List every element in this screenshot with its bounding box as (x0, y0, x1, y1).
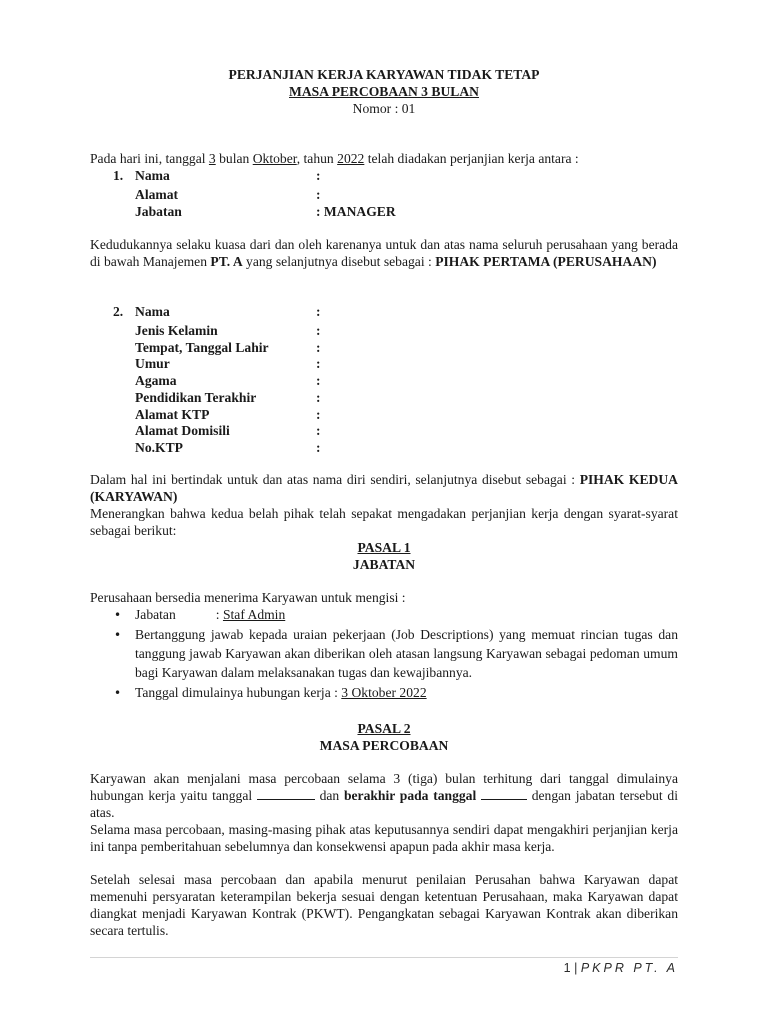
party2-label-ktp: No.KTP (135, 440, 183, 455)
bullet-icon: • (114, 628, 122, 642)
party1-value-position: : MANAGER (316, 204, 396, 219)
party2-label-religion: Agama (135, 373, 177, 388)
pasal2-title: MASA PERCOBAAN (319, 738, 449, 753)
pasal1-title: JABATAN (352, 557, 416, 572)
party2-number: 2. (113, 304, 124, 319)
party2-label-domicile: Alamat Domisili (135, 423, 230, 438)
responsibility-text: Bertanggung jawab kepada uraian pekerjaan (Job Descriptions) yang memuat rincian tugas dan tanggung jawab Karyawan akan diberikan oleh atasan langsung Karyawan sebagai pedoman umum bagi Karyawan dalam melaksanakan tugas dan kewajibannya. (135, 627, 678, 680)
agreement-year: 2022 (337, 151, 365, 166)
pasal1-heading: PASAL 1 (357, 540, 411, 555)
party2-value-religion: : (316, 373, 321, 388)
start-date-label: Tanggal dimulainya hubungan kerja : (135, 685, 342, 700)
opening-text-3: , tahun (296, 151, 338, 166)
page-number: 1 (563, 961, 571, 975)
bullet-icon: • (114, 608, 122, 622)
opening-text-4: telah diadakan perjanjian kerja antara : (364, 151, 579, 166)
party2-value-ktp-address: : (316, 407, 321, 422)
footer-divider (90, 957, 678, 958)
document-subtitle: MASA PERCOBAAN 3 BULAN (289, 84, 479, 99)
party1-value-name: : (316, 168, 321, 183)
party1-number: 1. (113, 168, 124, 183)
document-number: Nomor : 01 (352, 101, 416, 116)
probation-paragraph-3: Setelah selesai masa percobaan dan apabila menurut penilaian Perusahan bahwa Karyawan dapat memenuhi persyaratan keterampilan bekerja sesuai dengan ketentuan Perusahaan, maka Karyawan dapat diangkat menjadi Karyawan Kontrak (PKWT). Pengangkatan sebagai Karyawan Kontrak akan diberikan secara tertulis. (90, 872, 678, 938)
party2-value-birth: : (316, 340, 321, 355)
party2-value-education: : (316, 390, 321, 405)
end-date-blank (481, 788, 527, 800)
agreement-day: 3 (208, 151, 216, 166)
page-footer (564, 961, 678, 975)
probation-paragraph-1 (90, 770, 678, 821)
bullet-icon: • (114, 686, 122, 700)
footer-text: PKPR PT. A (580, 961, 678, 975)
party2-label-birth: Tempat, Tanggal Lahir (135, 340, 269, 355)
party1-description (90, 236, 678, 270)
start-date-value: 3 Oktober 2022 (341, 685, 427, 700)
party1-label-address: Alamat (135, 187, 179, 202)
opening-text-2: bulan (215, 151, 253, 166)
probation-text-3: dengan jabatan tersebut di atas. (90, 788, 678, 820)
pasal2-heading: PASAL 2 (357, 721, 411, 736)
probation-end-label: berakhir pada tanggal (343, 788, 477, 803)
position-value: Staf Admin (222, 607, 286, 622)
party2-value-ktp: : (316, 440, 321, 455)
party2-label-ktp-address: Alamat KTP (135, 407, 210, 422)
party2-value-age: : (316, 356, 321, 371)
pasal1-intro: Perusahaan bersedia menerima Karyawan untuk mengisi : (90, 590, 406, 605)
party1-role: PIHAK PERTAMA (PERUSAHAAN) (435, 254, 657, 269)
agreement-month: Oktober (252, 151, 297, 166)
party2-label-education: Pendidikan Terakhir (135, 390, 257, 405)
position-line (135, 606, 285, 623)
party2-value-gender: : (316, 323, 321, 338)
party1-label-position: Jabatan (135, 204, 182, 219)
probation-paragraph-2: Selama masa percobaan, masing-masing pihak atas keputusannya sendiri dapat mengakhiri perjanjian kerja ini tanpa pemberitahuan sebelumnya dan konsekwensi apapun pada akhir masa kerja. (90, 822, 678, 854)
party1-value-address: : (316, 187, 321, 202)
company-name: PT. A (210, 254, 243, 269)
party2-role: PIHAK KEDUA (KARYAWAN) (90, 472, 678, 504)
probation-text-2: dan (314, 788, 344, 803)
position-label: Jabatan (135, 607, 176, 622)
party2-label-age: Umur (135, 356, 170, 371)
party1-desc-text-1: Kedudukannya selaku kuasa dari dan oleh karenanya untuk dan atas nama seluruh perusahaan yang berada di bawah Manajemen (90, 237, 678, 269)
position-separator: : (215, 607, 223, 622)
opening-line (90, 150, 579, 167)
start-date-blank (257, 788, 315, 800)
party2-label-name: Nama (135, 304, 170, 319)
start-date-line (135, 684, 427, 701)
party2-description (90, 471, 678, 505)
party2-value-domicile: : (316, 423, 321, 438)
agreement-statement: Menerangkan bahwa kedua belah pihak telah sepakat mengadakan perjanjian kerja dengan syarat-syarat sebagai berikut: (90, 506, 678, 538)
footer-separator: | (570, 961, 581, 975)
probation-text-1: Karyawan akan menjalani masa percobaan selama 3 (tiga) bulan terhitung dari tanggal dimulainya hubungan kerja yaitu tanggal (90, 771, 678, 803)
party2-desc-text: Dalam hal ini bertindak untuk dan atas nama diri sendiri, selanjutnya disebut sebagai : (90, 472, 580, 487)
document-title: PERJANJIAN KERJA KARYAWAN TIDAK TETAP (228, 67, 540, 82)
party1-label-name: Nama (135, 168, 170, 183)
party2-value-name: : (316, 304, 321, 319)
party1-desc-text-2: yang selanjutnya disebut sebagai : (242, 254, 436, 269)
party2-label-gender: Jenis Kelamin (135, 323, 218, 338)
opening-text-1: Pada hari ini, tanggal (90, 151, 209, 166)
